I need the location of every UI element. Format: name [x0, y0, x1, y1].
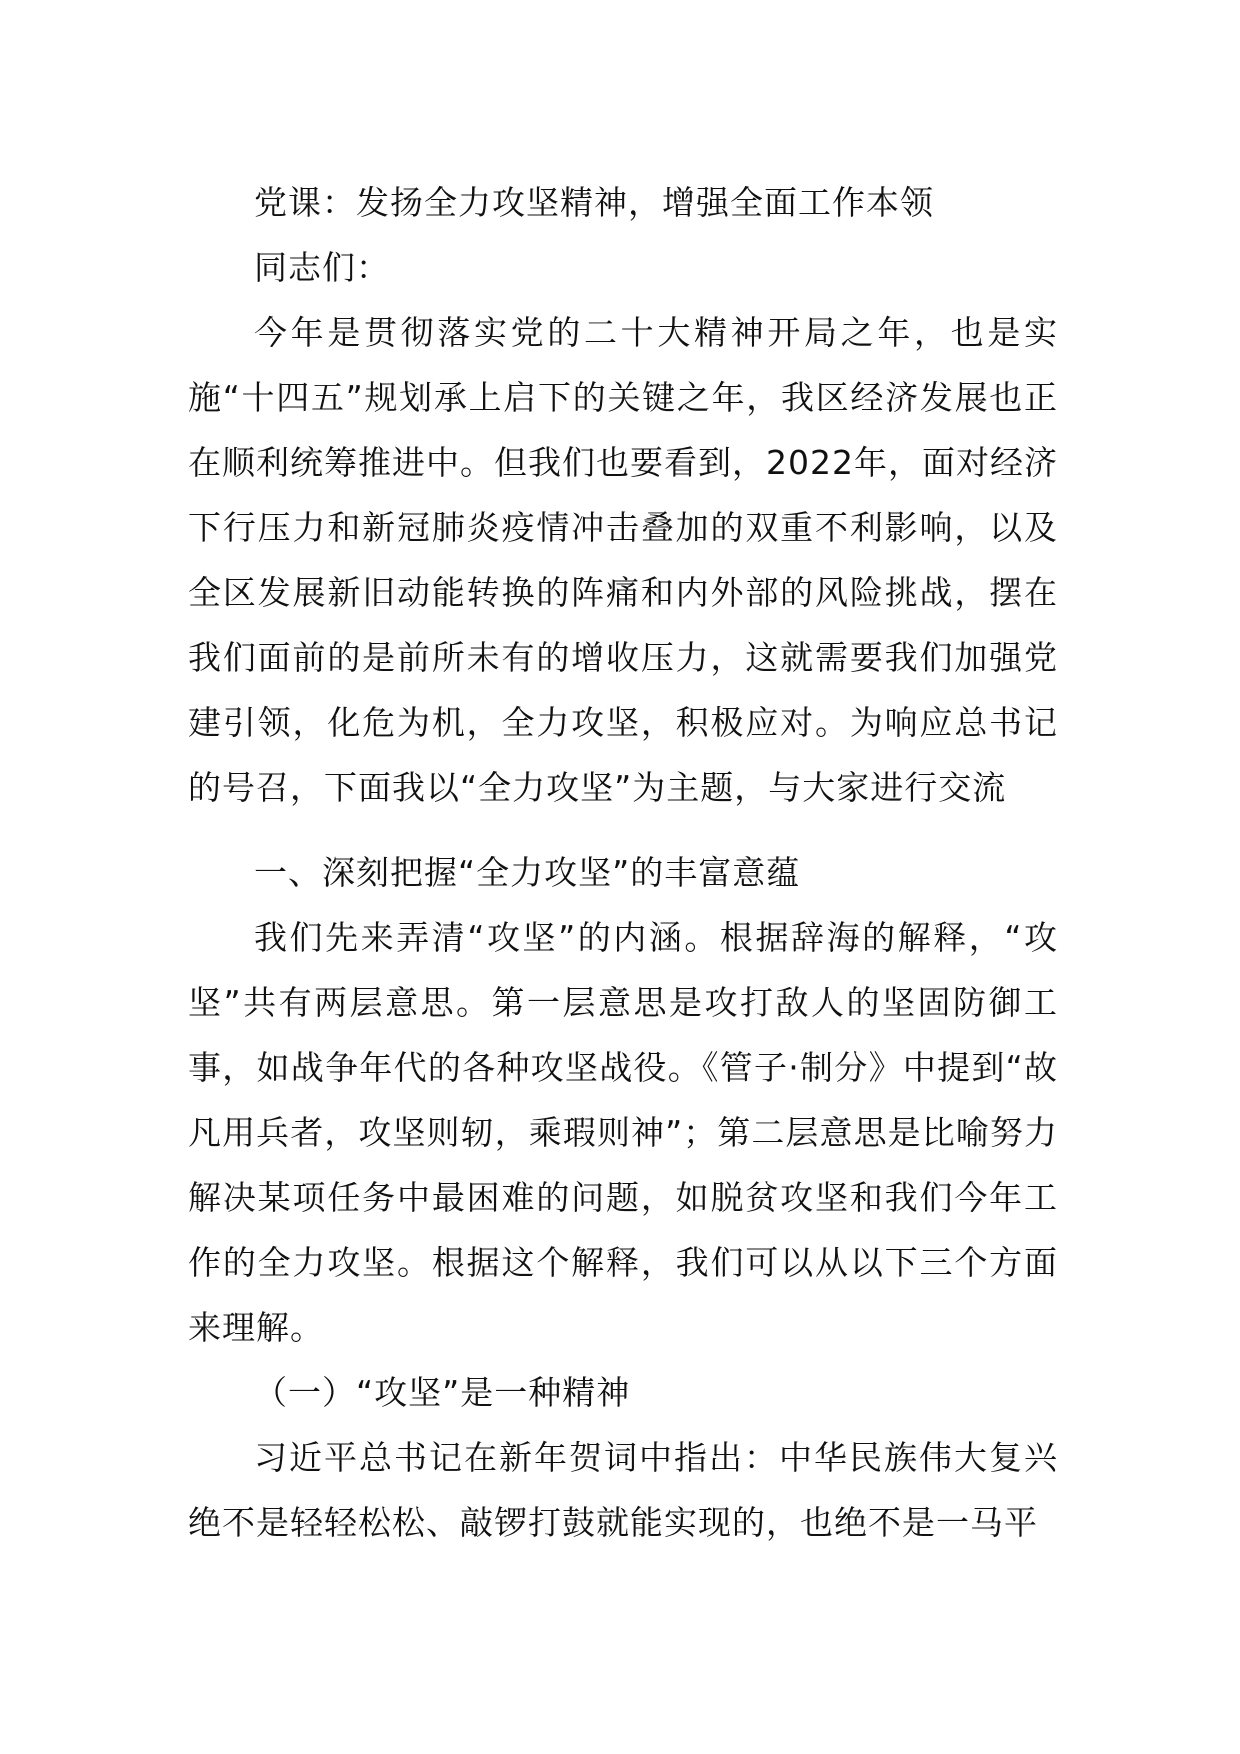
- document-title: 党课：发扬全力攻坚精神，增强全面工作本领: [254, 183, 934, 222]
- document-body: [188, 170, 1058, 1555]
- paragraph-gap: [188, 820, 1058, 840]
- section-paragraph-1: 我们先来弄清“攻坚”的内涵。根据辞海的解释，“攻坚”共有两层意思。第一层意思是攻打敌人的坚固防御工事，如战争年代的各种攻坚战役。《管子·制分》中提到“故凡用兵者，攻坚则轫，乘瑕则神”；第二层意思是比喻努力解决某项任务中最困难的问题，如脱贫攻坚和我们今年工作的全力攻坚。根据这个解释，我们可以从以下三个方面来理解。: [188, 918, 1058, 1347]
- salutation: 同志们：: [254, 248, 390, 287]
- section-heading-1: 一、深刻把握“全力攻坚”的丰富意蕴: [254, 853, 801, 892]
- intro-paragraph: 今年是贯彻落实党的二十大精神开局之年，也是实施“十四五”规划承上启下的关键之年，我区经济发展也正在顺利统筹推进中。但我们也要看到，2022年，面对经济下行压力和新冠肺炎疫情冲击叠加的双重不利影响，以及全区发展新旧动能转换的阵痛和内外部的风险挑战，摆在我们面前的是前所未有的增收压力，这就需要我们加强党建引领，化危为机，全力攻坚，积极应对。为响应总书记的号召，下面我以“全力攻坚”为主题，与大家进行交流: [188, 313, 1058, 807]
- subsection-heading-1: （一）“攻坚”是一种精神: [254, 1373, 631, 1412]
- subsection-paragraph-1: 习近平总书记在新年贺词中指出：中华民族伟大复兴绝不是轻轻松松、敲锣打鼓就能实现的，也绝不是一马平: [188, 1438, 1058, 1542]
